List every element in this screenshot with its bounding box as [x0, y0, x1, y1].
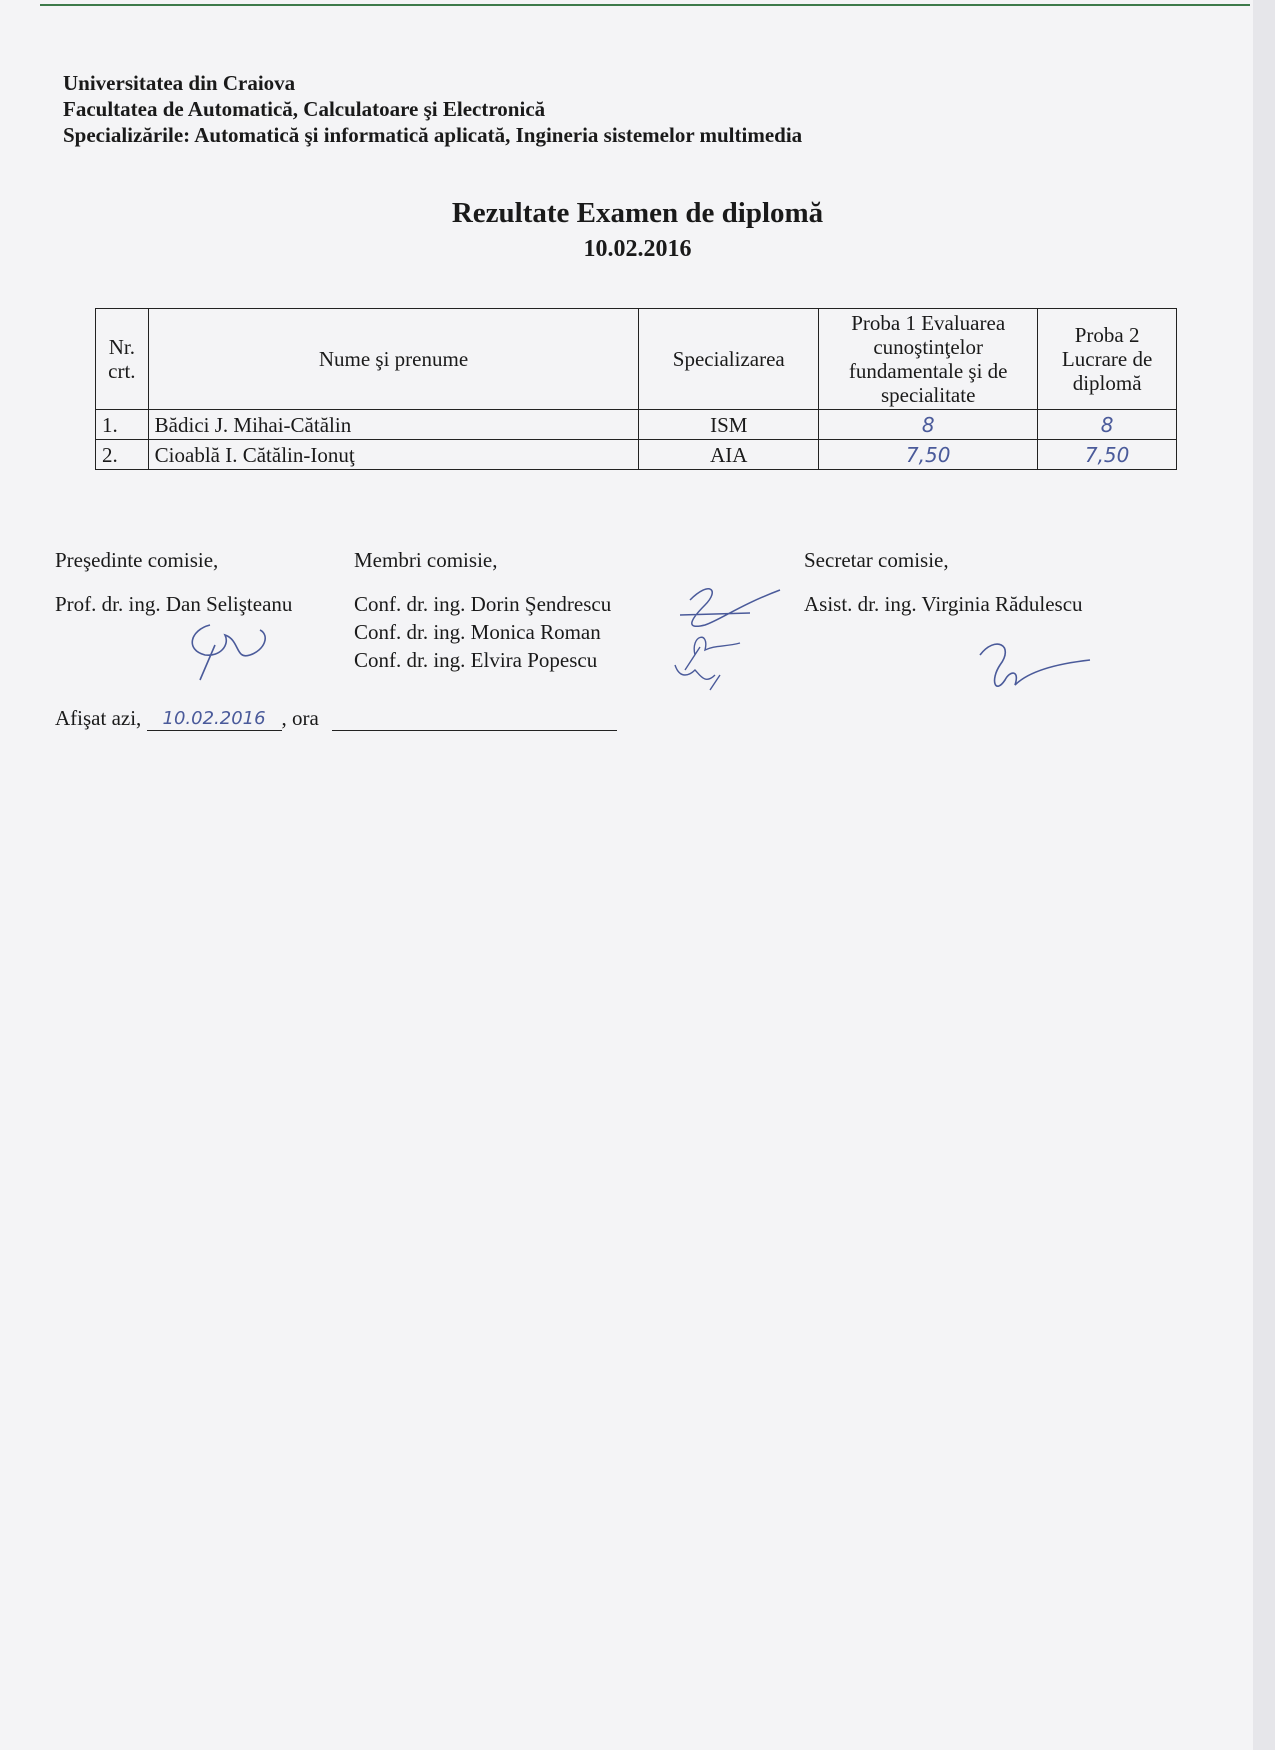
president-signature-icon [170, 605, 280, 685]
row-proba1-grade: 8 [819, 410, 1038, 440]
members-signatures-icon [660, 575, 785, 695]
university-name: Universitatea din Craiova [63, 71, 296, 95]
row-proba2-grade: 7,50 [1038, 440, 1177, 470]
secretary-signature-icon [965, 630, 1095, 700]
posted-prefix: Afişat azi, [55, 706, 142, 730]
row-nr: 2. [96, 440, 149, 470]
member-name: Conf. dr. ing. Elvira Popescu [354, 648, 598, 672]
posted-suffix: , ora [281, 706, 319, 730]
row-proba1-grade: 7,50 [819, 440, 1038, 470]
row-spec: AIA [639, 440, 819, 470]
document-title: Rezultate Examen de diplomă [451, 197, 824, 229]
president-name: Prof. dr. ing. Dan Selişteanu [55, 592, 293, 616]
president-label: Preşedinte comisie, [55, 548, 219, 572]
header-proba2: Proba 2 Lucrare de diplomă [1038, 309, 1177, 410]
row-spec: ISM [639, 410, 819, 440]
header-nr: Nr. crt. [96, 309, 149, 410]
header-spec: Specializarea [639, 309, 819, 410]
posted-date: 10.02.2016 [147, 708, 282, 731]
row-name: Bădici J. Mihai-Cătălin [148, 410, 639, 440]
top-edge-line [40, 4, 1250, 6]
header-name: Nume şi prenume [148, 309, 639, 410]
table-row [96, 410, 1177, 440]
secretary-label: Secretar comisie, [804, 548, 949, 572]
table-row [96, 440, 1177, 470]
faculty-name: Facultatea de Automatică, Calculatoare şi Electronică [63, 97, 546, 121]
table-header-row [96, 309, 1177, 410]
results-table [95, 308, 1177, 470]
header-proba1: Proba 1 Evaluarea cunoştinţelor fundamentale şi de specialitate [819, 309, 1038, 410]
posted-time-blank [332, 708, 617, 731]
member-name: Conf. dr. ing. Monica Roman [354, 620, 601, 644]
row-name: Cioablă I. Cătălin-Ionuţ [148, 440, 639, 470]
members-list [354, 590, 611, 674]
document-header [63, 70, 802, 148]
member-name: Conf. dr. ing. Dorin Şendrescu [354, 592, 612, 616]
secretary-name: Asist. dr. ing. Virginia Rădulescu [804, 592, 1083, 616]
members-label: Membri comisie, [354, 548, 498, 572]
specializations-line: Specializările: Automatică şi informatică aplicată, Ingineria sistemelor multimedia [63, 123, 803, 147]
row-nr: 1. [96, 410, 149, 440]
exam-date: 10.02.2016 [583, 236, 692, 262]
row-proba2-grade: 8 [1038, 410, 1177, 440]
posted-line [55, 706, 617, 731]
